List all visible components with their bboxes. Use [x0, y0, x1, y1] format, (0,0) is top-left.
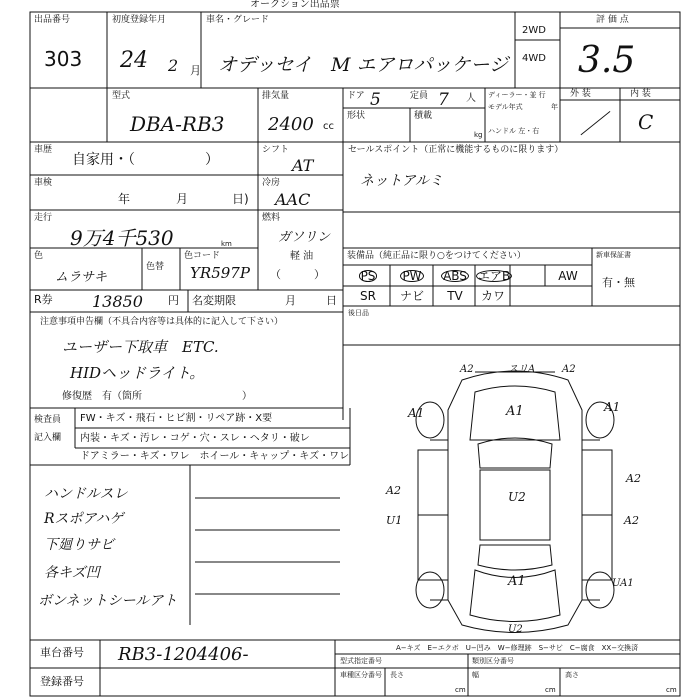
shape-label: 形状 [347, 111, 366, 121]
recycle-label: R券 [34, 293, 53, 306]
load-unit: kg [474, 131, 483, 139]
diag-top1: A2 [460, 364, 474, 375]
deadline-day: 日 [326, 294, 337, 307]
equip-ps: PS [360, 269, 376, 283]
displacement-unit: cc [323, 121, 334, 132]
equip-aw: AW [558, 269, 578, 283]
color-change-label: 色替 [146, 262, 165, 272]
doors-label: ドア [347, 91, 365, 101]
bottom-right-l1: 型式指定番号 [340, 657, 382, 665]
color-label: 色 [34, 251, 44, 261]
bottom-right-l7: 幅 [472, 671, 479, 679]
inspector-note-3: 下廻りサビ [44, 537, 114, 553]
displacement-label: 排気量 [262, 91, 290, 101]
recycle-unit: 円 [168, 294, 179, 307]
equip-leather: カワ [480, 289, 505, 303]
type-code-label: 型式 [112, 91, 131, 101]
doors-value: 5 [370, 90, 381, 110]
sales-point-value: ネットアルミ [360, 173, 444, 189]
ext-label: 外 装 [570, 89, 591, 99]
diag-left-mid: U1 [386, 514, 403, 527]
inspector-note-2: Rスポアハゲ [44, 511, 124, 527]
bottom-right-l2: 類別区分番号 [472, 657, 514, 665]
load-label: 積載 [414, 111, 433, 121]
int-label: 内 装 [630, 89, 651, 99]
mileage-unit: km [221, 240, 232, 248]
notes-label: 注意事項申告欄（不具合内容等は具体的に記入して下さい） [40, 317, 284, 327]
bottom-right-cm2: cm [545, 686, 556, 694]
model-year-label: モデル年式 [488, 103, 523, 111]
model-name-value: オデッセイ M エアロパッケージ [218, 54, 509, 76]
fuel-light-oil: 軽 油 [290, 251, 314, 262]
diag-right3: A2 [624, 514, 639, 527]
inspection-year: 年 [118, 192, 131, 206]
fuel-value: ガソリン [278, 230, 331, 245]
header-title: オークション出品票 [250, 0, 340, 10]
chassis-label: 車台番号 [40, 646, 84, 659]
first-reg-month: 2 [168, 56, 179, 75]
warranty-label: 新車保証書 [596, 251, 631, 259]
shift-value: AT [292, 156, 314, 175]
capacity-unit: 人 [466, 93, 476, 104]
notes-line1: ユーザー下取車 ETC. [62, 338, 219, 356]
equip-tv: TV [447, 289, 463, 303]
diag-hood: A1 [408, 406, 425, 420]
mileage-value: 9万4千530 [70, 226, 174, 250]
damage-legend: A−キズ E−エクボ U−凹み W−修理跡 S−サビ C−腐食 XX−交換済 [396, 644, 639, 652]
diag-roof: U2 [508, 490, 526, 504]
warranty-value: 有・無 [602, 276, 635, 289]
bottom-right-l8: 高さ [565, 671, 579, 679]
registration-label: 登録番号 [40, 675, 84, 688]
diag-fr-center: A1 [506, 404, 524, 419]
later-date-label: 後日品 [348, 309, 369, 317]
notes-line2: HIDヘッドライト。 [70, 364, 205, 382]
lot-number: 303 [44, 47, 83, 71]
score-label: 評 価 点 [596, 15, 629, 25]
mileage-label: 走行 [34, 213, 53, 223]
capacity-value: 7 [438, 90, 449, 110]
bottom-right-l5: 車種区分番号 [340, 671, 382, 679]
inspector-note-5: ボンネットシールアト [38, 593, 178, 609]
equip-airbag: エアB [478, 269, 511, 283]
capacity-label: 定員 [410, 91, 429, 101]
first-reg-label: 初度登録年月 [112, 15, 167, 25]
chassis-value: RB3-1204406- [118, 644, 249, 665]
dealer-label: ディーラー・並 行 [488, 91, 546, 99]
recycle-value: 13850 [92, 292, 143, 311]
score-value: 3.5 [578, 40, 636, 81]
diag-bottom: U2 [508, 624, 523, 635]
aircon-label: 冷房 [262, 178, 281, 188]
fuel-other: （ ） [270, 268, 325, 281]
inspection-month: 月 [176, 192, 189, 206]
bottom-right-cm3: cm [666, 686, 677, 694]
inspector-label2: 記入欄 [34, 433, 62, 443]
inspection-label: 車検 [34, 178, 53, 188]
first-reg-month-unit: 月 [190, 64, 201, 77]
inspector-row2: 内装・キズ・汚レ・コゲ・穴・スレ・ヘタリ・破レ [80, 433, 310, 444]
bottom-right-l6: 長さ [390, 671, 404, 679]
equipment-label: 装備品（純正品に限り○をつけてください） [347, 251, 526, 261]
inspection-day: 日) [232, 192, 249, 206]
inspector-label1: 検査員 [34, 415, 62, 425]
handle-label: ハンドル 左・右 [488, 127, 540, 135]
deadline-month: 月 [285, 294, 296, 307]
inspector-note-4: 各キズ凹 [44, 565, 100, 581]
equip-abs: ABS [443, 269, 467, 283]
ext-value: ／ [580, 110, 607, 140]
color-value: ムラサキ [55, 270, 108, 285]
deadline-label: 名変期限 [192, 294, 236, 307]
usage-label: 車歴 [34, 145, 53, 155]
equip-navi: ナビ [399, 289, 424, 303]
model-name-label: 車名・グレード [206, 15, 270, 25]
drive-2wd: 2WD [522, 25, 546, 36]
drive-4wd: 4WD [522, 53, 546, 64]
diag-top2: スリA [508, 364, 536, 375]
type-code-value: DBA-RB3 [130, 112, 225, 136]
diag-rear-right: UA1 [612, 578, 634, 589]
usage-value: 自家用・（ ） [72, 152, 219, 168]
inspector-note-1: ハンドルスレ [44, 486, 128, 502]
equip-sr: SR [360, 289, 376, 303]
diag-rear: A1 [508, 574, 526, 589]
aircon-value: AAC [275, 190, 311, 209]
sales-point-label: セールスポイント（正常に機能するものに限ります） [348, 145, 564, 155]
inspector-row1: FW・キズ・飛石・ヒビ割・リペア跡・X要 [80, 413, 273, 424]
equip-pw: PW [402, 269, 422, 283]
diag-right1: A1 [604, 400, 621, 414]
model-year-unit: 年 [551, 103, 558, 111]
diag-left-front: A2 [386, 484, 401, 497]
color-code-label: 色コード [184, 251, 221, 261]
inspector-row3: ドアミラー・キズ・ワレ ホイール・キャップ・キズ・ワレ [80, 451, 350, 462]
diag-top3: A2 [562, 364, 576, 375]
bottom-right-cm1: cm [455, 686, 466, 694]
lot-label: 出品番号 [34, 15, 71, 25]
notes-history: 修復歴 有（箇所 ） [62, 391, 252, 402]
int-value: C [638, 110, 654, 134]
diag-right2: A2 [626, 472, 641, 485]
fuel-label: 燃料 [262, 213, 281, 223]
color-code-value: YR597P [190, 264, 250, 282]
displacement-value: 2400 [268, 114, 314, 135]
shift-label: シフト [262, 145, 290, 155]
first-reg-year: 24 [120, 48, 148, 73]
